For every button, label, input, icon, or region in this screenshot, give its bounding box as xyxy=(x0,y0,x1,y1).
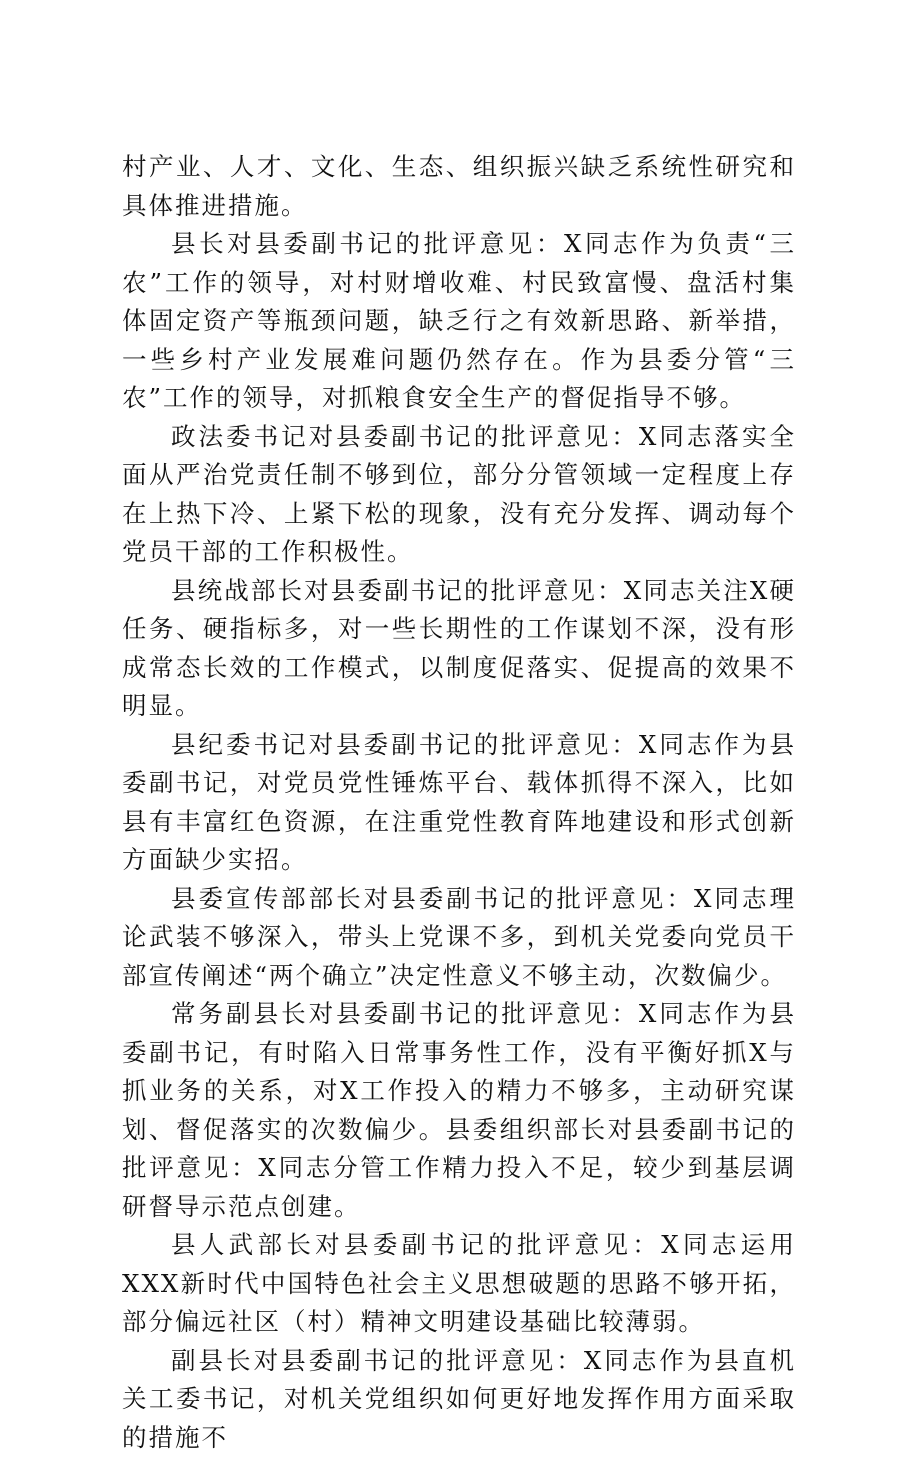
paragraph-4: 县统战部长对县委副书记的批评意见：X同志关注X硬任务、硬指标多，对一些长期性的工作谋划不深，没有形成常态长效的工作模式，以制度促落实、促提高的效果不明显。 xyxy=(122,572,796,726)
paragraph-8: 县人武部长对县委副书记的批评意见：X同志运用XXX新时代中国特色社会主义思想破题的思路不够开拓，部分偏远社区（村）精神文明建设基础比较薄弱。 xyxy=(122,1226,796,1342)
document-body xyxy=(122,148,796,1457)
paragraph-6: 县委宣传部部长对县委副书记的批评意见：X同志理论武装不够深入，带头上党课不多，到机关党委向党员干部宣传阐述“两个确立”决定性意义不够主动，次数偏少。 xyxy=(122,880,796,996)
paragraph-7: 常务副县长对县委副书记的批评意见：X同志作为县委副书记，有时陷入日常事务性工作，没有平衡好抓X与抓业务的关系，对X工作投入的精力不够多，主动研究谋划、督促落实的次数偏少。县委组织部长对县委副书记的批评意见：X同志分管工作精力投入不足，较少到基层调研督导示范点创建。 xyxy=(122,995,796,1226)
paragraph-2: 县长对县委副书记的批评意见：X同志作为负责“三农”工作的领导，对村财增收难、村民致富慢、盘活村集体固定资产等瓶颈问题，缺乏行之有效新思路、新举措，一些乡村产业发展难问题仍然存在。作为县委分管“三农”工作的领导，对抓粮食安全生产的督促指导不够。 xyxy=(122,225,796,418)
paragraph-1: 村产业、人才、文化、生态、组织振兴缺乏系统性研究和具体推进措施。 xyxy=(122,148,796,225)
paragraph-5: 县纪委书记对县委副书记的批评意见：X同志作为县委副书记，对党员党性锤炼平台、载体抓得不深入，比如县有丰富红色资源，在注重党性教育阵地建设和形式创新方面缺少实招。 xyxy=(122,726,796,880)
paragraph-3: 政法委书记对县委副书记的批评意见：X同志落实全面从严治党责任制不够到位，部分分管领域一定程度上存在上热下冷、上紧下松的现象，没有充分发挥、调动每个党员干部的工作积极性。 xyxy=(122,418,796,572)
paragraph-9: 副县长对县委副书记的批评意见：X同志作为县直机关工委书记，对机关党组织如何更好地发挥作用方面采取的措施不 xyxy=(122,1342,796,1457)
